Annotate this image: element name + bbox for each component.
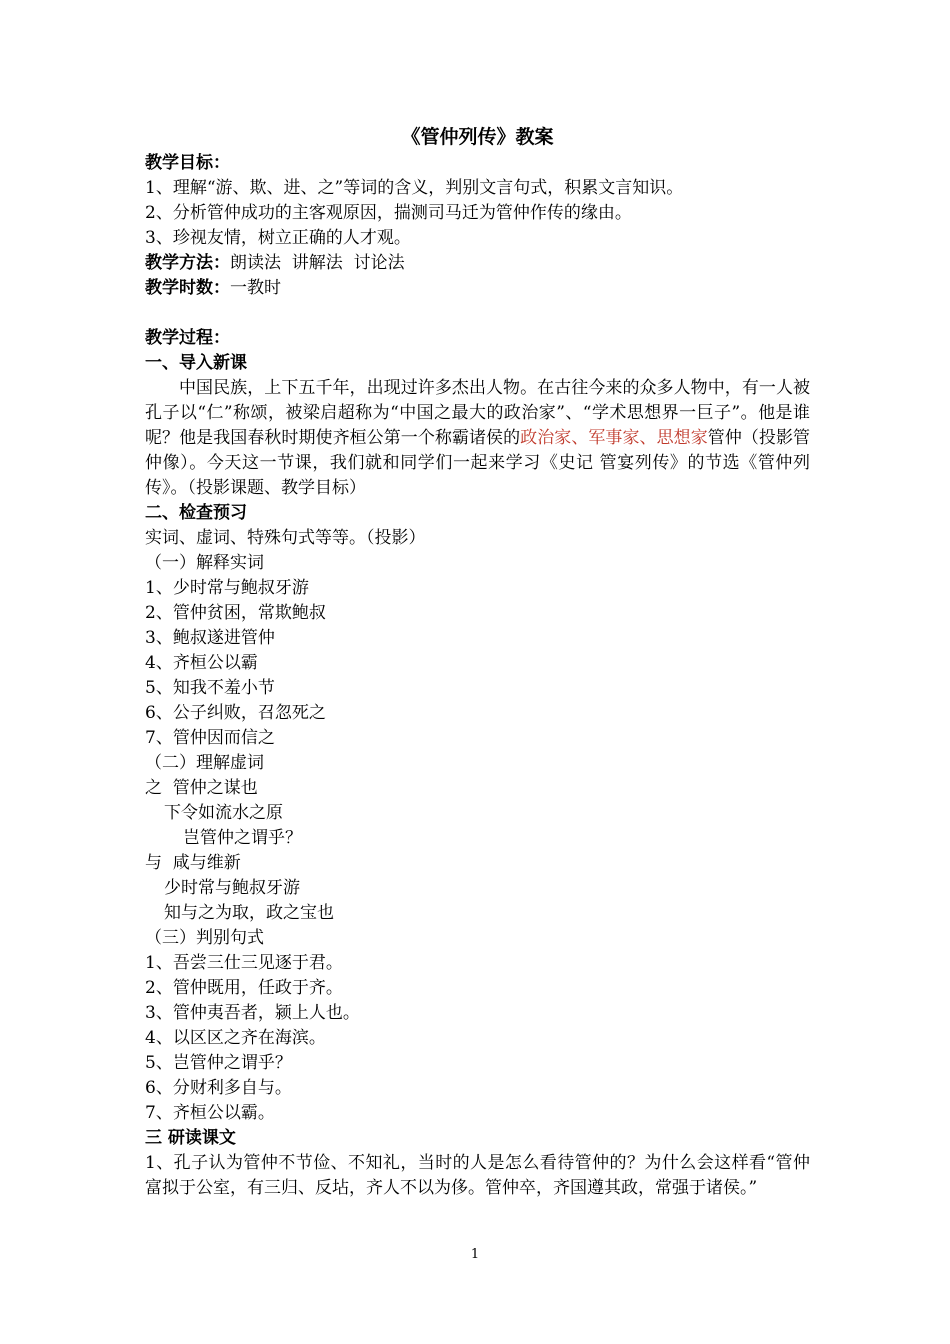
- intro-text-after: 管仲（投影管仲像）。今天这一节课，我们就和同学们一起来学习《史记 管宴列传》的节选《管仲列传》。（投影课题、教学目标）: [145, 428, 811, 498]
- part1-item: 4、齐桓公以霸: [145, 653, 258, 673]
- part1-item: 3、鲍叔遂进管仲: [145, 628, 275, 648]
- methods-label: 教学方法：: [145, 253, 230, 273]
- document-content: [145, 124, 810, 1201]
- intro-text-before: 中国民族，上下五千年，出现过许多杰出人物。在古往今来的众多人物中，有一人被孔子以“仁”称颂，被梁启超称为“中国之最大的政治家”、“学术思想界一巨子”。他是谁呢？他是我国春秋时期使齐桓公第一个称霸诸侯的: [145, 378, 810, 448]
- section2-heading: 二、检查预习: [145, 503, 247, 523]
- page-number: 1: [470, 1247, 480, 1262]
- part3-item: 1、吾尝三仕三见逐于君。: [145, 953, 343, 973]
- section3-heading: 三 研读课文: [145, 1128, 236, 1148]
- goals-heading: 教学目标：: [145, 153, 230, 173]
- section1-heading: 一、导入新课: [145, 353, 247, 373]
- intro-paragraph: [145, 376, 810, 501]
- process-heading: 教学过程：: [145, 328, 230, 348]
- goal-item: 1、理解“游、欺、进、之”等词的含义，判别文言句式，积累文言知识。: [145, 178, 684, 198]
- part1-item: 6、公子纠败，召忽死之: [145, 703, 326, 723]
- hours-value: 一教时: [230, 278, 281, 298]
- zhi-example: 之 管仲之谋也: [145, 778, 258, 798]
- hours-label: 教学时数：: [145, 278, 230, 298]
- zhi-example: 下令如流水之原: [164, 803, 283, 823]
- goal-item: 3、珍视友情，树立正确的人才观。: [145, 228, 411, 248]
- part3-item: 4、以区区之齐在海滨。: [145, 1028, 326, 1048]
- study-question: 1、孔子认为管仲不节俭、不知礼，当时的人是怎么看待管仲的？为什么会这样看“管仲富拟于公室，有三归、反坫，齐人不以为侈。管仲卒，齐国遵其政，常强于诸侯。”: [145, 1153, 810, 1198]
- part3-item: 7、齐桓公以霸。: [145, 1103, 275, 1123]
- part1-item: 2、管仲贫困，常欺鲍叔: [145, 603, 326, 623]
- hours-line: [145, 276, 810, 301]
- part1-item: 7、管仲因而信之: [145, 728, 275, 748]
- part3-item: 5、岂管仲之谓乎？: [145, 1053, 292, 1073]
- yu-example: 知与之为取，政之宝也: [164, 903, 334, 923]
- blank-line: [145, 301, 810, 326]
- part1-heading: （一）解释实词: [145, 553, 264, 573]
- part3-item: 6、分财利多自与。: [145, 1078, 292, 1098]
- part3-item: 2、管仲既用，任政于齐。: [145, 978, 343, 998]
- yu-example: 与 咸与维新: [145, 853, 241, 873]
- part3-item: 3、管仲夷吾者，颍上人也。: [145, 1003, 360, 1023]
- intro-text-highlight: 政治家、军事家、思想家: [520, 428, 708, 448]
- part1-item: 5、知我不羞小节: [145, 678, 275, 698]
- section2-intro: 实词、虚词、特殊句式等等。（投影）: [145, 528, 426, 548]
- part3-heading: （三）判别句式: [145, 928, 264, 948]
- goal-item: 2、分析管仲成功的主客观原因，揣测司马迁为管仲作传的缘由。: [145, 203, 632, 223]
- methods-value: 朗读法 讲解法 讨论法: [230, 253, 405, 273]
- zhi-example: 岂管仲之谓乎？: [183, 828, 302, 848]
- methods-line: [145, 251, 810, 276]
- document-title: 《管仲列传》教案: [401, 126, 554, 148]
- yu-example: 少时常与鲍叔牙游: [164, 878, 300, 898]
- part1-item: 1、少时常与鲍叔牙游: [145, 578, 309, 598]
- part2-heading: （二）理解虚词: [145, 753, 264, 773]
